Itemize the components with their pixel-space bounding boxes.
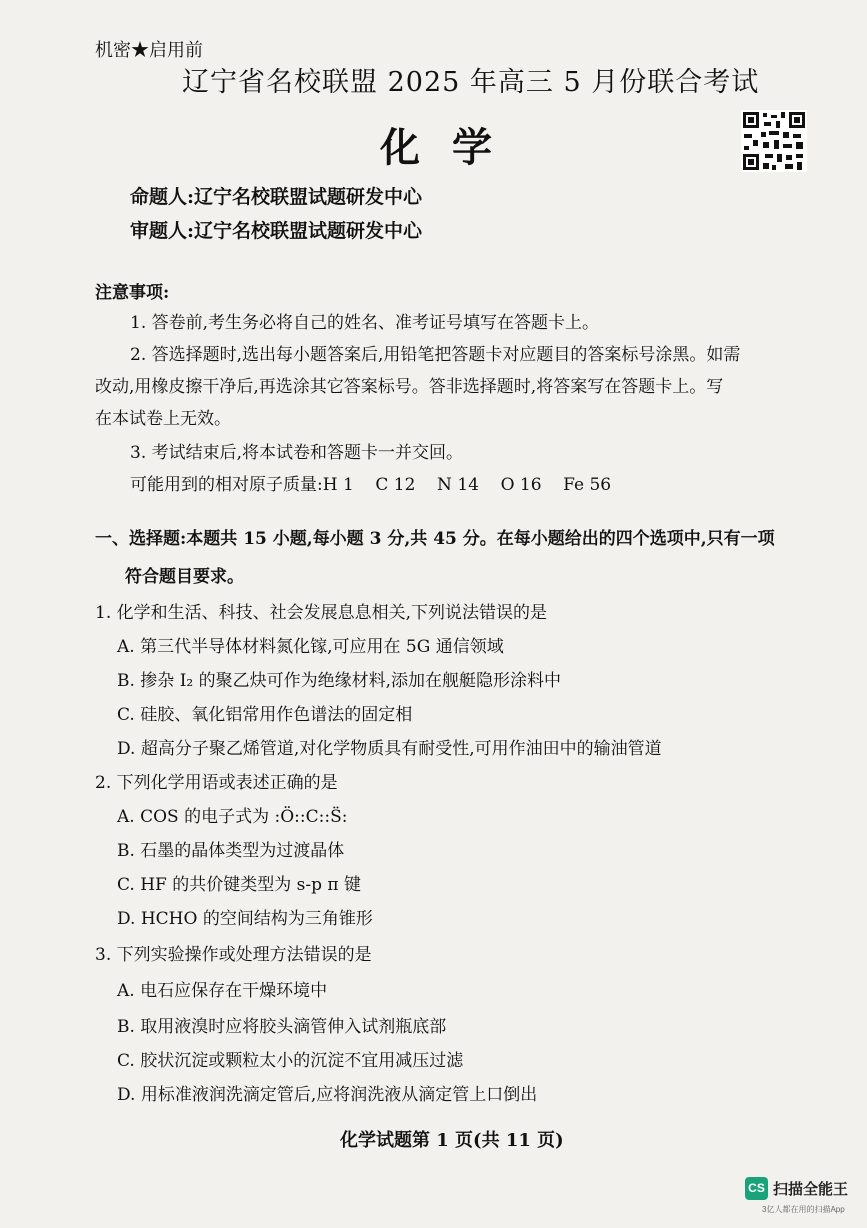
note-item-3: 3. 考试结束后,将本试卷和答题卡一并交回。: [130, 443, 464, 463]
exam-title: 辽宁省名校联盟 2025 年高三 5 月份联合考试: [182, 67, 760, 98]
confidential-label: 机密★启用前: [95, 40, 203, 61]
author-line: 命题人:辽宁名校联盟试题研发中心: [130, 186, 423, 208]
question-option: A. COS 的电子式为 :Ö::C::S̈:: [117, 807, 348, 827]
qr-code-icon: [741, 110, 807, 172]
question-option: A. 电石应保存在干燥环境中: [117, 981, 328, 1001]
question-option: D. 超高分子聚乙烯管道,对化学物质具有耐受性,可用作油田中的输油管道: [117, 739, 662, 759]
notes-heading: 注意事项:: [95, 283, 170, 303]
section-heading: 一、选择题:本题共 15 小题,每小题 3 分,共 45 分。在每小题给出的四个选项中,只有一项: [95, 529, 775, 549]
camscanner-logo: CS: [745, 1177, 768, 1200]
question-option: B. 掺杂 I₂ 的聚乙炔可作为绝缘材料,添加在舰艇隐形涂料中: [117, 671, 562, 691]
question-option: A. 第三代半导体材料氮化镓,可应用在 5G 通信领域: [117, 637, 504, 657]
note-item-2-line-3: 在本试卷上无效。: [95, 409, 231, 429]
subject-title: 化学: [380, 124, 524, 171]
note-item-2-line-2: 改动,用橡皮擦干净后,再选涂其它答案标号。答非选择题时,将答案写在答题卡上。写: [95, 377, 724, 397]
section-heading-cont: 符合题目要求。: [125, 567, 244, 587]
atomic-mass-line: 可能用到的相对原子质量:H 1 C 12 N 14 O 16 Fe 56: [130, 475, 612, 495]
note-item-2-line-1: 2. 答选择题时,选出每小题答案后,用铅笔把答题卡对应题目的答案标号涂黑。如需: [130, 345, 741, 365]
camscanner-name: 扫描全能王: [773, 1181, 849, 1198]
camscanner-tagline: 3亿人都在用的扫描App: [762, 1205, 845, 1214]
question-option: D. 用标准液润洗滴定管后,应将润洗液从滴定管上口倒出: [117, 1085, 538, 1105]
question-stem: 1. 化学和生活、科技、社会发展息息相关,下列说法错误的是: [95, 603, 548, 623]
page-footer: 化学试题第 1 页(共 11 页): [340, 1130, 564, 1151]
question-option: C. 硅胶、氧化铝常用作色谱法的固定相: [117, 705, 413, 725]
note-item-1: 1. 答卷前,考生务必将自己的姓名、准考证号填写在答题卡上。: [130, 313, 600, 333]
question-stem: 2. 下列化学用语或表述正确的是: [95, 773, 338, 793]
question-option: C. 胶状沉淀或颗粒太小的沉淀不宜用减压过滤: [117, 1051, 464, 1071]
question-option: D. HCHO 的空间结构为三角锥形: [117, 909, 373, 929]
reviewer-line: 审题人:辽宁名校联盟试题研发中心: [130, 220, 423, 242]
question-option: B. 取用液溴时应将胶头滴管伸入试剂瓶底部: [117, 1017, 447, 1037]
question-option: B. 石墨的晶体类型为过渡晶体: [117, 841, 345, 861]
question-option: C. HF 的共价键类型为 s-p π 键: [117, 875, 361, 895]
question-stem: 3. 下列实验操作或处理方法错误的是: [95, 945, 372, 965]
